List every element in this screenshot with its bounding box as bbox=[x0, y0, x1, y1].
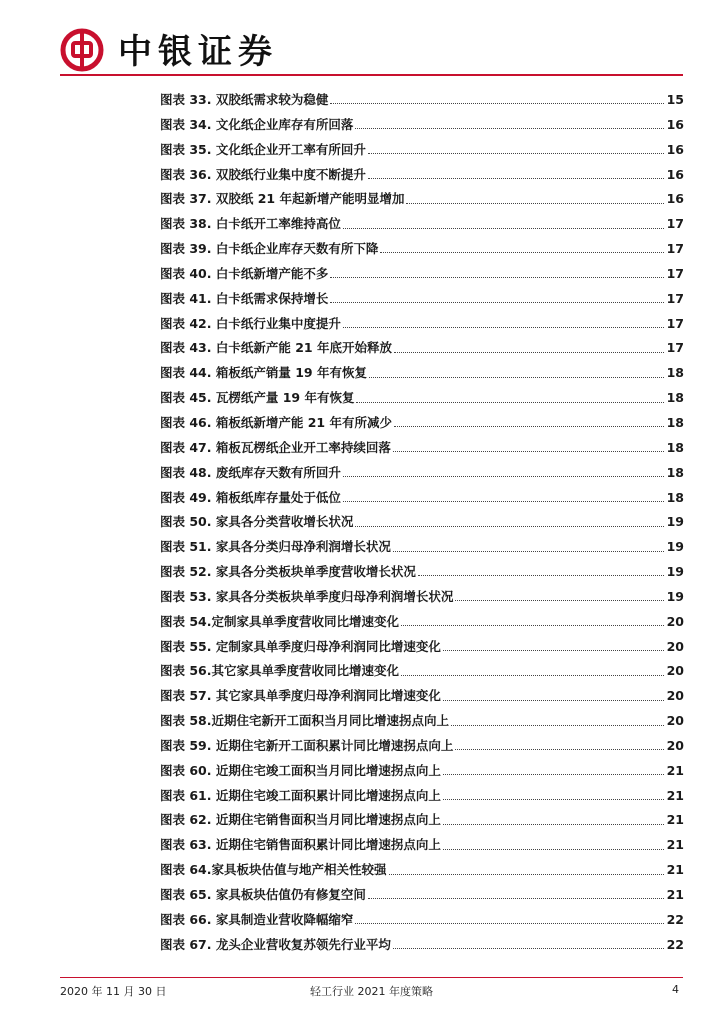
toc-entry-title: 图表 40. 白卡纸新增产能不多 bbox=[160, 265, 329, 281]
toc-entry-page: 20 bbox=[666, 713, 684, 729]
toc-entry[interactable] bbox=[160, 734, 684, 759]
toc-leader-dots bbox=[343, 492, 664, 502]
toc-entry[interactable] bbox=[160, 138, 684, 163]
toc-entry-title: 图表 53. 家具各分类板块单季度归母净利润增长状况 bbox=[160, 588, 454, 604]
toc-leader-dots bbox=[343, 467, 664, 477]
toc-entry-title: 图表 37. 双胶纸 21 年起新增产能明显增加 bbox=[160, 191, 405, 207]
footer-report-title: 轻工行业 2021 年度策略 bbox=[310, 985, 433, 998]
toc-entry[interactable] bbox=[160, 510, 684, 535]
toc-entry-title: 图表 56.其它家具单季度营收同比增速变化 bbox=[160, 663, 399, 679]
toc-leader-dots bbox=[380, 243, 664, 253]
toc-leader-dots bbox=[443, 641, 664, 651]
toc-entry[interactable] bbox=[160, 784, 684, 809]
toc-entry[interactable] bbox=[160, 212, 684, 237]
toc-leader-dots bbox=[355, 517, 664, 527]
toc-entry-title: 图表 64.家具板块估值与地产相关性较强 bbox=[160, 862, 387, 878]
toc-entry[interactable] bbox=[160, 635, 684, 660]
toc-leader-dots bbox=[394, 343, 664, 353]
toc-entry-title: 图表 61. 近期住宅竣工面积累计同比增速拐点向上 bbox=[160, 787, 441, 803]
toc-entry[interactable] bbox=[160, 461, 684, 486]
toc-entry-page: 18 bbox=[666, 414, 684, 430]
toc-entry[interactable] bbox=[160, 535, 684, 560]
footer-divider bbox=[60, 977, 683, 978]
toc-leader-dots bbox=[368, 169, 664, 179]
toc-entry-page: 18 bbox=[666, 365, 684, 381]
bank-of-china-logo-icon bbox=[60, 28, 104, 72]
toc-leader-dots bbox=[369, 368, 664, 378]
toc-entry[interactable] bbox=[160, 808, 684, 833]
toc-entry[interactable] bbox=[160, 113, 684, 138]
toc-leader-dots bbox=[443, 790, 664, 800]
page-footer bbox=[60, 983, 683, 1001]
toc-entry-page: 19 bbox=[666, 539, 684, 555]
toc-entry[interactable] bbox=[160, 312, 684, 337]
footer-date: 2020 年 11 月 30 日 bbox=[60, 985, 167, 998]
toc-entry-title: 图表 41. 白卡纸需求保持增长 bbox=[160, 290, 329, 306]
toc-leader-dots bbox=[443, 815, 664, 825]
toc-entry[interactable] bbox=[160, 187, 684, 212]
toc-entry-title: 图表 38. 白卡纸开工率维持高位 bbox=[160, 216, 341, 232]
toc-entry-title: 图表 57. 其它家具单季度归母净利润同比增速变化 bbox=[160, 688, 441, 704]
toc-leader-dots bbox=[418, 566, 664, 576]
toc-entry[interactable] bbox=[160, 759, 684, 784]
toc-entry-title: 图表 48. 废纸库存天数有所回升 bbox=[160, 464, 341, 480]
toc-entry-title: 图表 62. 近期住宅销售面积当月同比增速拐点向上 bbox=[160, 812, 441, 828]
toc-leader-dots bbox=[330, 268, 664, 278]
toc-entry[interactable] bbox=[160, 560, 684, 585]
toc-leader-dots bbox=[393, 939, 664, 949]
page-header bbox=[60, 20, 680, 76]
toc-entry-page: 20 bbox=[666, 663, 684, 679]
toc-leader-dots bbox=[401, 616, 664, 626]
toc-leader-dots bbox=[455, 740, 664, 750]
toc-leader-dots bbox=[393, 542, 664, 552]
toc-entry-title: 图表 34. 文化纸企业库存有所回落 bbox=[160, 116, 354, 132]
toc-entry[interactable] bbox=[160, 88, 684, 113]
toc-entry-page: 18 bbox=[666, 489, 684, 505]
toc-leader-dots bbox=[406, 194, 664, 204]
toc-leader-dots bbox=[355, 914, 664, 924]
toc-entry-title: 图表 33. 双胶纸需求较为稳健 bbox=[160, 92, 329, 107]
toc-entry-title: 图表 51. 家具各分类归母净利润增长状况 bbox=[160, 539, 391, 555]
toc-entry-page: 17 bbox=[666, 290, 684, 306]
toc-entry[interactable] bbox=[160, 908, 684, 933]
toc-entry-page: 19 bbox=[666, 588, 684, 604]
toc-entry-page: 20 bbox=[666, 688, 684, 704]
toc-entry[interactable] bbox=[160, 684, 684, 709]
toc-entry[interactable] bbox=[160, 933, 684, 958]
toc-entry-title: 图表 49. 箱板纸库存量处于低位 bbox=[160, 489, 341, 505]
toc-entry-page: 16 bbox=[666, 116, 684, 132]
toc-entry-page: 18 bbox=[666, 464, 684, 480]
toc-entry-title: 图表 58.近期住宅新开工面积当月同比增速拐点向上 bbox=[160, 713, 449, 729]
toc-leader-dots bbox=[443, 691, 664, 701]
toc-entry-page: 22 bbox=[666, 911, 684, 927]
toc-entry-page: 16 bbox=[666, 166, 684, 182]
toc-entry-title: 图表 67. 龙头企业营收复苏领先行业平均 bbox=[160, 936, 391, 952]
toc-leader-dots bbox=[355, 119, 664, 129]
header-divider bbox=[60, 74, 683, 76]
toc-entry[interactable] bbox=[160, 883, 684, 908]
toc-entry-page: 16 bbox=[666, 141, 684, 157]
toc-entry-page: 15 bbox=[666, 92, 684, 107]
toc-entry-title: 图表 43. 白卡纸新产能 21 年底开始释放 bbox=[160, 340, 392, 356]
toc-entry-title: 图表 52. 家具各分类板块单季度营收增长状况 bbox=[160, 564, 416, 580]
toc-entry-page: 21 bbox=[666, 812, 684, 828]
toc-entry-title: 图表 66. 家具制造业营收降幅缩窄 bbox=[160, 911, 354, 927]
toc-entry-title: 图表 36. 双胶纸行业集中度不断提升 bbox=[160, 166, 366, 182]
toc-leader-dots bbox=[455, 591, 664, 601]
toc-entry-title: 图表 59. 近期住宅新开工面积累计同比增速拐点向上 bbox=[160, 737, 454, 753]
toc-entry-title: 图表 39. 白卡纸企业库存天数有所下降 bbox=[160, 241, 379, 257]
toc-entry-page: 20 bbox=[666, 737, 684, 753]
toc-leader-dots bbox=[368, 889, 664, 899]
toc-entry[interactable] bbox=[160, 709, 684, 734]
toc-entry-page: 20 bbox=[666, 638, 684, 654]
toc-entry[interactable] bbox=[160, 436, 684, 461]
toc-entry-page: 18 bbox=[666, 439, 684, 455]
toc-entry-title: 图表 47. 箱板瓦楞纸企业开工率持续回落 bbox=[160, 439, 391, 455]
toc-entry-page: 17 bbox=[666, 216, 684, 232]
toc-entry[interactable] bbox=[160, 386, 684, 411]
toc-entry-page: 17 bbox=[666, 340, 684, 356]
toc-leader-dots bbox=[389, 865, 665, 875]
toc-entry-title: 图表 63. 近期住宅销售面积累计同比增速拐点向上 bbox=[160, 837, 441, 853]
toc-entry-title: 图表 55. 定制家具单季度归母净利润同比增速变化 bbox=[160, 638, 441, 654]
toc-entry-page: 20 bbox=[666, 613, 684, 629]
toc-entry-title: 图表 35. 文化纸企业开工率有所回升 bbox=[160, 141, 366, 157]
toc-entry[interactable] bbox=[160, 858, 684, 883]
toc-entry-page: 16 bbox=[666, 191, 684, 207]
toc-entry-title: 图表 46. 箱板纸新增产能 21 年有所减少 bbox=[160, 414, 392, 430]
toc-entry-title: 图表 65. 家具板块估值仍有修复空间 bbox=[160, 887, 366, 902]
toc-leader-dots bbox=[330, 293, 664, 303]
toc-entry-page: 21 bbox=[666, 862, 684, 878]
toc-entry-title: 图表 60. 近期住宅竣工面积当月同比增速拐点向上 bbox=[160, 762, 441, 778]
toc-entry[interactable] bbox=[160, 361, 684, 386]
toc-entry[interactable] bbox=[160, 411, 684, 436]
toc-entry[interactable] bbox=[160, 833, 684, 858]
toc-leader-dots bbox=[343, 318, 664, 328]
toc-entry-title: 图表 45. 瓦楞纸产量 19 年有恢复 bbox=[160, 390, 355, 406]
figure-list bbox=[160, 88, 684, 958]
toc-entry-page: 21 bbox=[666, 762, 684, 778]
toc-entry-page: 18 bbox=[666, 390, 684, 406]
toc-entry[interactable] bbox=[160, 610, 684, 635]
toc-entry[interactable] bbox=[160, 336, 684, 361]
toc-entry-title: 图表 50. 家具各分类营收增长状况 bbox=[160, 514, 354, 530]
toc-leader-dots bbox=[343, 219, 664, 229]
footer-page-number: 4 bbox=[672, 983, 679, 996]
brand-name: 中银证券 bbox=[118, 32, 278, 72]
toc-leader-dots bbox=[368, 144, 664, 154]
toc-leader-dots bbox=[356, 393, 664, 403]
toc-entry-page: 17 bbox=[666, 265, 684, 281]
toc-leader-dots bbox=[443, 765, 664, 775]
toc-entry-page: 21 bbox=[666, 787, 684, 803]
toc-entry-title: 图表 42. 白卡纸行业集中度提升 bbox=[160, 315, 341, 331]
toc-entry[interactable] bbox=[160, 287, 684, 312]
toc-leader-dots bbox=[330, 94, 664, 104]
toc-entry-title: 图表 44. 箱板纸产销量 19 年有恢复 bbox=[160, 365, 367, 381]
toc-entry-page: 19 bbox=[666, 564, 684, 580]
toc-entry[interactable] bbox=[160, 262, 684, 287]
toc-leader-dots bbox=[401, 666, 664, 676]
toc-entry[interactable] bbox=[160, 486, 684, 511]
toc-entry-page: 22 bbox=[666, 936, 684, 952]
toc-leader-dots bbox=[443, 840, 664, 850]
toc-entry-title: 图表 54.定制家具单季度营收同比增速变化 bbox=[160, 613, 399, 629]
toc-entry[interactable] bbox=[160, 163, 684, 188]
toc-entry[interactable] bbox=[160, 659, 684, 684]
toc-leader-dots bbox=[393, 442, 664, 452]
toc-entry-page: 21 bbox=[666, 837, 684, 853]
toc-entry-page: 17 bbox=[666, 315, 684, 331]
toc-leader-dots bbox=[451, 716, 664, 726]
toc-entry-page: 21 bbox=[666, 887, 684, 902]
toc-entry-page: 17 bbox=[666, 241, 684, 257]
toc-entry-page: 19 bbox=[666, 514, 684, 530]
toc-entry[interactable] bbox=[160, 585, 684, 610]
toc-leader-dots bbox=[394, 417, 664, 427]
toc-entry[interactable] bbox=[160, 237, 684, 262]
